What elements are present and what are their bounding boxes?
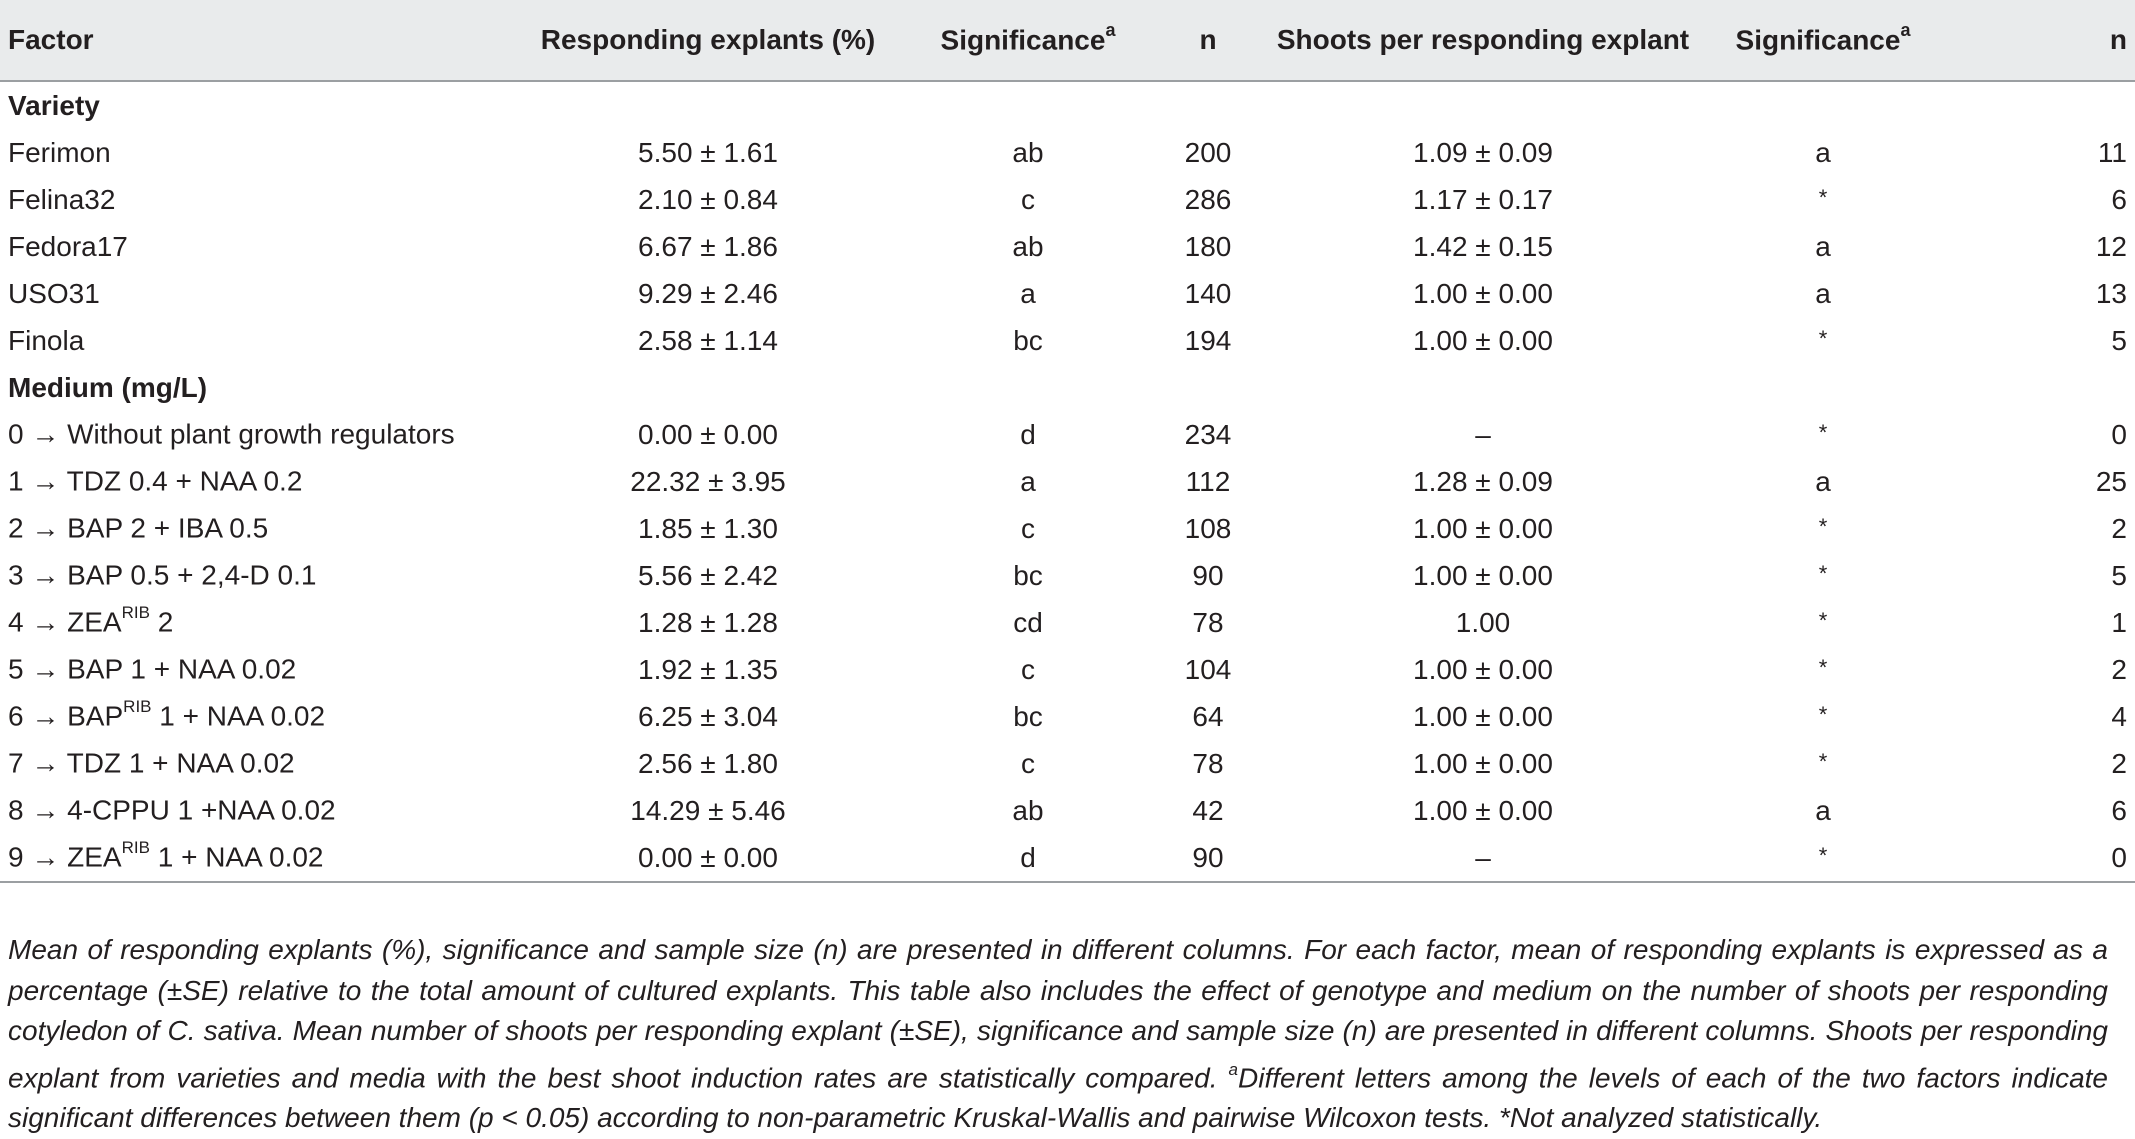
- cell-shoots: 1.00 ± 0.00: [1413, 794, 1553, 826]
- cell-shoots: 1.00 ± 0.00: [1413, 512, 1553, 544]
- cell-responding: 0.00 ± 0.00: [508, 834, 908, 882]
- factor-superscript: RIB: [121, 838, 150, 858]
- cell-significance-1: ab: [1012, 794, 1044, 826]
- table-row: [0, 129, 2135, 176]
- not-analyzed-marker: *: [1818, 748, 1828, 774]
- cell-significance-2: [1698, 599, 1948, 646]
- factor-text: 7 → TDZ 1 + NAA 0.02: [8, 747, 295, 779]
- header-significance-1-sup: a: [1105, 20, 1116, 41]
- table-row: [0, 599, 2135, 646]
- factor-text: 6 → BAP: [8, 700, 124, 732]
- cell-n-2: 5: [2111, 559, 2127, 591]
- table-row: [0, 317, 2135, 364]
- cell-shoots: 1.00: [1455, 606, 1511, 638]
- cell-n-1: 286: [1184, 183, 1232, 215]
- header-shoots: Shoots per responding explant: [1268, 0, 1698, 81]
- header-factor: Factor: [0, 0, 508, 81]
- header-significance-2: [1698, 0, 1948, 81]
- cell-responding: 22.32 ± 3.95: [630, 465, 786, 497]
- not-analyzed-marker: *: [1818, 560, 1828, 586]
- cell-n-1: 200: [1184, 136, 1232, 168]
- factor-text: 8 → 4-CPPU 1 +NAA 0.02: [8, 794, 336, 826]
- cell-n-1: 234: [1184, 418, 1232, 450]
- cell-responding: 1.92 ± 1.35: [638, 653, 778, 685]
- group-row-variety: [0, 81, 2135, 129]
- cell-factor: [0, 458, 508, 505]
- group-label-medium: Medium (mg/L): [8, 371, 208, 403]
- cell-responding: 6.25 ± 3.04: [638, 700, 778, 732]
- cell-shoots: –: [1475, 418, 1491, 450]
- not-analyzed-marker: *: [1818, 325, 1828, 351]
- cell-responding: 14.29 ± 5.46: [630, 794, 786, 826]
- cell-significance-1: c: [1021, 512, 1035, 544]
- cell-significance-2: [1698, 505, 1948, 552]
- cell-n-2: 5: [2111, 324, 2127, 356]
- footnote-part-2: Different letters among the levels of each of the two factors indicate significant differences between them (p < 0.05) according to non-parametric Kruskal-Wallis and pairwise Wilcoxon tests. *Not analyzed statistically.: [8, 1061, 2108, 1134]
- factor-text-after: 2: [149, 606, 174, 638]
- cell-responding: 5.50 ± 1.61: [638, 136, 778, 168]
- group-row-medium: [0, 364, 2135, 411]
- cell-n-2: 12: [2095, 230, 2127, 262]
- header-significance-1: [908, 0, 1148, 81]
- factor-superscript: RIB: [121, 603, 150, 623]
- cell-significance-2: [1698, 693, 1948, 740]
- cell-factor: Felina32: [8, 183, 116, 215]
- cell-significance-1: c: [1021, 653, 1035, 685]
- cell-n-2: 13: [2095, 277, 2127, 309]
- cell-significance-2: [1698, 552, 1948, 599]
- cell-significance-1: a: [1020, 465, 1036, 497]
- table-row: [0, 458, 2135, 505]
- table-row: [0, 787, 2135, 834]
- cell-significance-2: a: [1815, 277, 1831, 309]
- cell-factor: [0, 599, 508, 646]
- cell-n-1: 108: [1184, 512, 1232, 544]
- cell-factor: [0, 411, 508, 458]
- cell-factor: [0, 646, 508, 693]
- cell-responding: 2.10 ± 0.84: [638, 183, 778, 215]
- cell-significance-2: a: [1815, 794, 1831, 826]
- cell-n-1: 140: [1184, 277, 1232, 309]
- cell-n-1: 64: [1192, 700, 1224, 732]
- footnote-part-1: Mean of responding explants (%), significance and sample size (n) are presented in different columns. For each factor, mean of responding explants is expressed as a percentage (±SE) relative to the total amount of cultured explants. This table also includes the effect of genotype and medium on the number of shoots per responding cotyledon of C. sativa. Mean number of shoots per responding explant (±SE), significance and sample size (n) are presented in different columns. Shoots per responding explant from varieties and media with the best shoot induction rates are statistically compared.: [8, 934, 2108, 1093]
- cell-shoots: 1.00 ± 0.00: [1413, 559, 1553, 591]
- cell-significance-2: [1698, 646, 1948, 693]
- cell-shoots: 1.00 ± 0.00: [1413, 653, 1553, 685]
- cell-significance-2: a: [1815, 136, 1831, 168]
- factor-superscript: RIB: [123, 697, 152, 717]
- cell-shoots: 1.17 ± 0.17: [1413, 183, 1553, 215]
- table-row: [0, 270, 2135, 317]
- cell-n-2: 2: [2111, 747, 2127, 779]
- cell-n-2: 1: [2111, 606, 2127, 638]
- cell-shoots: 1.00 ± 0.00: [1413, 324, 1553, 356]
- cell-significance-1: ab: [1012, 230, 1044, 262]
- table-row: [0, 834, 2135, 882]
- cell-significance-2: [1698, 317, 1948, 364]
- cell-responding: 0.00 ± 0.00: [638, 418, 778, 450]
- group-label-variety: Variety: [8, 89, 100, 121]
- cell-n-2: 4: [2111, 700, 2127, 732]
- cell-n-1: 90: [1192, 559, 1224, 591]
- cell-significance-1: c: [1021, 747, 1035, 779]
- cell-significance-1: d: [908, 834, 1148, 882]
- factor-text: 2 → BAP 2 + IBA 0.5: [8, 512, 269, 544]
- cell-factor: [0, 505, 508, 552]
- not-analyzed-marker: *: [1818, 654, 1828, 680]
- header-significance-2-label: Significance: [1735, 24, 1901, 56]
- cell-n-2: 2: [2111, 512, 2127, 544]
- cell-n-1: 42: [1192, 794, 1224, 826]
- factor-text-after: 1 + NAA 0.02: [151, 700, 326, 732]
- cell-n-1: 78: [1192, 606, 1224, 638]
- cell-significance-1: bc: [1013, 700, 1043, 732]
- cell-significance-2: a: [1815, 230, 1831, 262]
- cell-responding: 2.56 ± 1.80: [638, 747, 778, 779]
- cell-significance-1: bc: [1013, 324, 1043, 356]
- cell-shoots: 1.00 ± 0.00: [1413, 277, 1553, 309]
- factor-text-after: 1 + NAA 0.02: [149, 841, 324, 873]
- factor-text: 3 → BAP 0.5 + 2,4-D 0.1: [8, 559, 317, 591]
- header-significance-2-sup: a: [1900, 20, 1911, 41]
- table-row: [0, 176, 2135, 223]
- cell-factor: [0, 740, 508, 787]
- cell-factor: [0, 834, 508, 882]
- factor-text: 5 → BAP 1 + NAA 0.02: [8, 653, 297, 685]
- table-row: [0, 646, 2135, 693]
- table-row: [0, 223, 2135, 270]
- footnote-sup: a: [1228, 1059, 1239, 1079]
- not-analyzed-marker: *: [1818, 607, 1828, 633]
- header-significance-1-label: Significance: [940, 24, 1106, 56]
- cell-factor: Finola: [8, 324, 85, 356]
- cell-shoots: 1.42 ± 0.15: [1413, 230, 1553, 262]
- cell-n-1: 104: [1184, 653, 1232, 685]
- cell-n-2: 6: [2111, 183, 2127, 215]
- not-analyzed-marker: *: [1818, 419, 1828, 445]
- table-row: [0, 740, 2135, 787]
- cell-n-2: 6: [2111, 794, 2127, 826]
- table-row: [0, 411, 2135, 458]
- cell-shoots: 1.00 ± 0.00: [1413, 747, 1553, 779]
- factor-text: 1 → TDZ 0.4 + NAA 0.2: [8, 465, 303, 497]
- cell-factor: [0, 693, 508, 740]
- cell-significance-1: c: [1021, 183, 1035, 215]
- not-analyzed-marker: *: [1818, 701, 1828, 727]
- cell-n-2: 0: [1948, 834, 2135, 882]
- not-analyzed-marker: *: [1818, 513, 1828, 539]
- cell-responding: 1.85 ± 1.30: [638, 512, 778, 544]
- cell-responding: 6.67 ± 1.86: [638, 230, 778, 262]
- table-footnote: [8, 930, 2108, 1139]
- header-responding-explants: Responding explants (%): [508, 0, 908, 81]
- cell-significance-1: a: [1020, 277, 1036, 309]
- cell-n-1: 194: [1184, 324, 1232, 356]
- cell-factor: [0, 787, 508, 834]
- cell-shoots: 1.28 ± 0.09: [1413, 465, 1553, 497]
- cell-significance-1: cd: [1013, 606, 1043, 638]
- header-row: [0, 0, 2135, 81]
- cell-responding: 1.28 ± 1.28: [638, 606, 778, 638]
- cell-responding: 9.29 ± 2.46: [638, 277, 778, 309]
- table-row: [0, 552, 2135, 599]
- cell-shoots: 1.09 ± 0.09: [1413, 136, 1553, 168]
- cell-shoots: –: [1268, 834, 1698, 882]
- factor-text: 4 → ZEA: [8, 606, 122, 638]
- table-body: [0, 81, 2135, 882]
- not-analyzed-marker: *: [1818, 184, 1828, 210]
- cell-significance-2: [1698, 740, 1948, 787]
- cell-factor: Ferimon: [8, 136, 111, 168]
- cell-factor: [0, 552, 508, 599]
- cell-n-2: 0: [2111, 418, 2127, 450]
- header-n-1: n: [1148, 0, 1268, 81]
- factor-text: 0 → Without plant growth regulators: [8, 418, 455, 450]
- cell-significance-1: ab: [1012, 136, 1044, 168]
- factor-text: 9 → ZEA: [8, 841, 122, 873]
- cell-significance-2: [1698, 176, 1948, 223]
- cell-n-1: 180: [1184, 230, 1232, 262]
- header-n-2: n: [1948, 0, 2135, 81]
- cell-significance-2: [1698, 834, 1948, 882]
- cell-n-2: 11: [2097, 136, 2127, 168]
- cell-shoots: 1.00 ± 0.00: [1413, 700, 1553, 732]
- table-row: [0, 693, 2135, 740]
- cell-significance-1: bc: [1013, 559, 1043, 591]
- cell-factor: Fedora17: [8, 230, 128, 262]
- cell-n-1: 78: [1192, 747, 1224, 779]
- table-row: [0, 505, 2135, 552]
- cell-factor: USO31: [8, 277, 100, 309]
- cell-n-2: 2: [2111, 653, 2127, 685]
- cell-n-1: 112: [1185, 465, 1231, 497]
- cell-responding: 5.56 ± 2.42: [638, 559, 778, 591]
- cell-significance-2: a: [1815, 465, 1831, 497]
- cell-significance-1: d: [1020, 418, 1036, 450]
- cell-n-2: 25: [2095, 465, 2127, 497]
- cell-n-1: 90: [1148, 834, 1268, 882]
- cell-responding: 2.58 ± 1.14: [638, 324, 778, 356]
- not-analyzed-marker: *: [1818, 842, 1828, 868]
- cell-significance-2: [1698, 411, 1948, 458]
